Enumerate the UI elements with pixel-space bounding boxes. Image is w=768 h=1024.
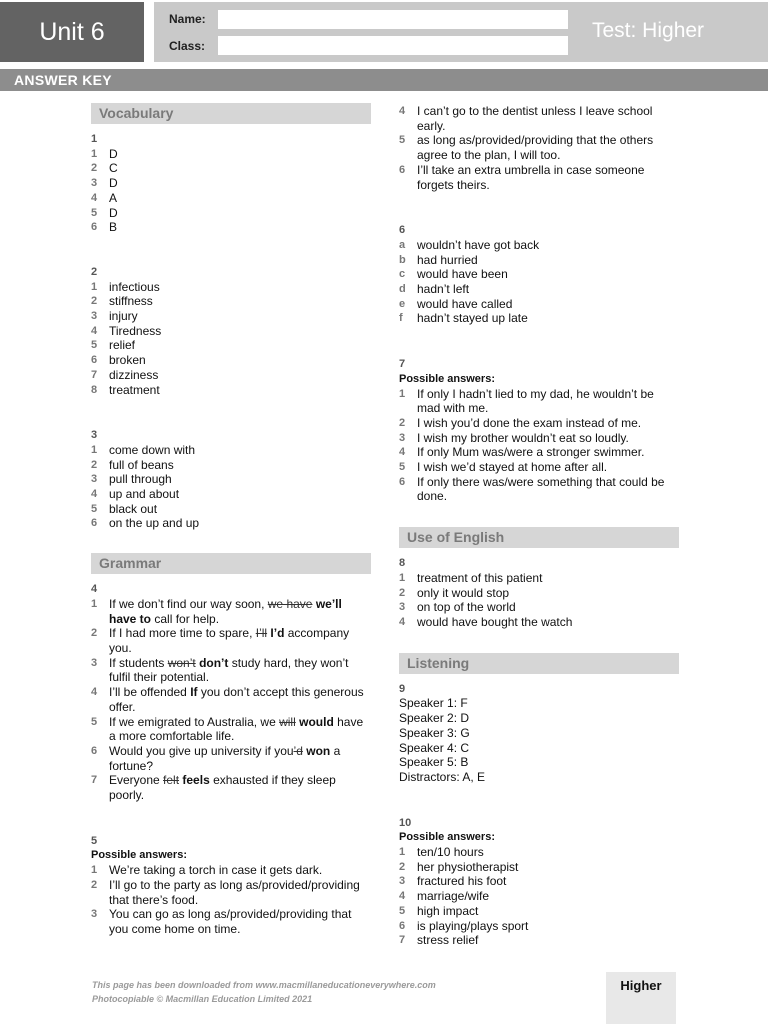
left-column [91, 103, 371, 937]
possible-answers-label: Possible answers: [399, 372, 495, 385]
list-item: 1 If only I hadn’t lied to my dad, he wouldn’t be mad with me. [399, 386, 654, 416]
list-item: 2 stiffness [91, 294, 153, 309]
speaker-line: Speaker 1: F [399, 696, 468, 711]
list-item: 3 fractured his foot [399, 874, 507, 889]
list-item: 5 If we emigrated to Australia, we will would have a more comfortable life. [91, 714, 364, 744]
list-item: 6 B [91, 220, 118, 235]
copyright-notice: Photocopiable © Macmillan Education Limited 2021 [92, 994, 313, 1004]
question-2 [91, 265, 371, 397]
level-badge: Higher [606, 972, 676, 1024]
list-item: 7 dizziness [91, 367, 159, 382]
list-item: 3 on top of the world [399, 600, 516, 615]
listening-heading: Listening [399, 653, 679, 674]
list-item: 6 on the up and up [91, 516, 200, 531]
name-label: Name: [169, 12, 206, 26]
list-item: 1 come down with [91, 442, 196, 457]
list-item: a wouldn’t have got back [399, 237, 540, 252]
list-item: 4 Tiredness [91, 323, 162, 338]
list-item: 5 I wish we’d stayed at home after all. [399, 460, 608, 475]
list-item: 5 black out [91, 501, 158, 516]
speaker-line: Speaker 5: B [399, 755, 469, 770]
question-number: 7 [399, 358, 406, 371]
list-item: 6 broken [91, 353, 146, 368]
list-item: 3 I wish my brother wouldn’t eat so loudly. [399, 430, 629, 445]
list-item: 4 A [91, 190, 118, 205]
list-item: 2 only it would stop [399, 585, 510, 600]
class-label: Class: [169, 39, 206, 53]
list-item: 1 ten/10 hours [399, 845, 484, 860]
list-item: 2 I wish you’d done the exam instead of me. [399, 415, 642, 430]
question-number: 3 [91, 429, 98, 442]
question-number: 1 [91, 133, 98, 145]
question-5-continued [399, 104, 679, 192]
list-item: 2 full of beans [91, 457, 174, 472]
list-item: 4 marriage/wife [399, 889, 490, 904]
right-column [399, 104, 679, 948]
list-item: c would have been [399, 267, 508, 282]
list-item: 4 up and about [91, 487, 180, 502]
list-item: 1 D [91, 146, 118, 161]
answer-key-bar: ANSWER KEY [0, 69, 768, 91]
list-item: 6 I’ll take an extra umbrella in case someone forgets theirs. [399, 162, 645, 192]
question-6 [399, 223, 679, 326]
use-of-english-heading: Use of English [399, 527, 679, 548]
list-item: 1 If we don’t find our way soon, we have we’ll have to call for help. [91, 596, 342, 626]
list-item: 3 pull through [91, 472, 172, 487]
test-title: Test: Higher [592, 19, 705, 42]
possible-answers-label: Possible answers: [91, 849, 187, 862]
class-field[interactable] [218, 36, 568, 55]
list-item: 4 I can’t go to the dentist unless I leave school early. [399, 104, 653, 133]
question-5 [91, 834, 371, 937]
question-8 [399, 556, 679, 630]
question-number: 5 [91, 834, 98, 847]
list-item: e would have called [399, 296, 513, 311]
list-item: 6 Would you give up university if you’d won a fortune? [91, 743, 341, 773]
list-item: 6 is playing/plays sport [399, 918, 529, 933]
list-item: d hadn’t left [399, 282, 470, 297]
list-item: 7 Everyone felt feels exhausted if they sleep poorly. [91, 773, 336, 803]
distractors-line: Distractors: A, E [399, 769, 486, 784]
list-item: 6 If only there was/were something that could be done. [399, 474, 665, 504]
grammar-heading: Grammar [91, 553, 371, 574]
list-item: 3 If students won’t don’t study hard, they won’t fulfil their potential. [91, 655, 349, 685]
list-item: 5 as long as/provided/providing that the others agree to the plan, I will too. [399, 133, 654, 163]
unit-title: Unit 6 [0, 2, 144, 62]
list-item: 3 injury [91, 309, 138, 324]
question-number: 9 [399, 682, 406, 695]
list-item: 5 high impact [399, 903, 479, 918]
question-number: 4 [91, 583, 98, 596]
list-item: 1 infectious [91, 279, 160, 294]
list-item: 1 We’re taking a torch in case it gets dark. [91, 863, 323, 878]
question-number: 10 [399, 816, 412, 829]
list-item: b had hurried [399, 252, 478, 267]
list-item: 2 her physiotherapist [399, 859, 519, 874]
list-item: 5 relief [91, 338, 136, 353]
vocabulary-heading: Vocabulary [91, 103, 371, 124]
list-item: 3 D [91, 176, 118, 191]
list-item: 4 would have bought the watch [399, 614, 573, 629]
list-item: 2 If I had more time to spare, I’ll I’d accompany you. [91, 626, 350, 655]
list-item: f hadn’t stayed up late [399, 311, 528, 326]
list-item: 1 treatment of this patient [399, 570, 543, 585]
speaker-line: Speaker 2: D [399, 711, 470, 726]
speaker-line: Speaker 3: G [399, 725, 470, 740]
question-9 [399, 682, 679, 785]
list-item: 4 I’ll be offended If you don’t accept this generous offer. [91, 685, 364, 714]
list-item: 7 stress relief [399, 933, 479, 948]
question-number: 8 [399, 557, 406, 570]
question-number: 6 [399, 224, 406, 237]
question-number: 2 [91, 265, 98, 278]
header-band [154, 2, 768, 62]
list-item: 2 C [91, 161, 118, 176]
list-item: 8 treatment [91, 382, 160, 397]
possible-answers-label: Possible answers: [399, 831, 495, 844]
question-10 [399, 816, 679, 948]
download-notice: This page has been downloaded from www.macmillaneducationeverywhere.com [92, 980, 436, 990]
list-item: 5 D [91, 205, 118, 220]
question-3 [91, 428, 371, 531]
list-item: 2 I’ll go to the party as long as/provided/providing that there’s food. [91, 877, 360, 907]
question-1 [91, 132, 371, 235]
speaker-line: Speaker 4: C [399, 740, 470, 755]
name-field[interactable] [218, 10, 568, 29]
list-item: 3 You can go as long as/provided/providing that you come home on time. [91, 907, 352, 936]
list-item: 4 If only Mum was/were a stronger swimmer. [399, 445, 645, 460]
question-7 [399, 357, 679, 504]
question-4 [91, 582, 371, 803]
